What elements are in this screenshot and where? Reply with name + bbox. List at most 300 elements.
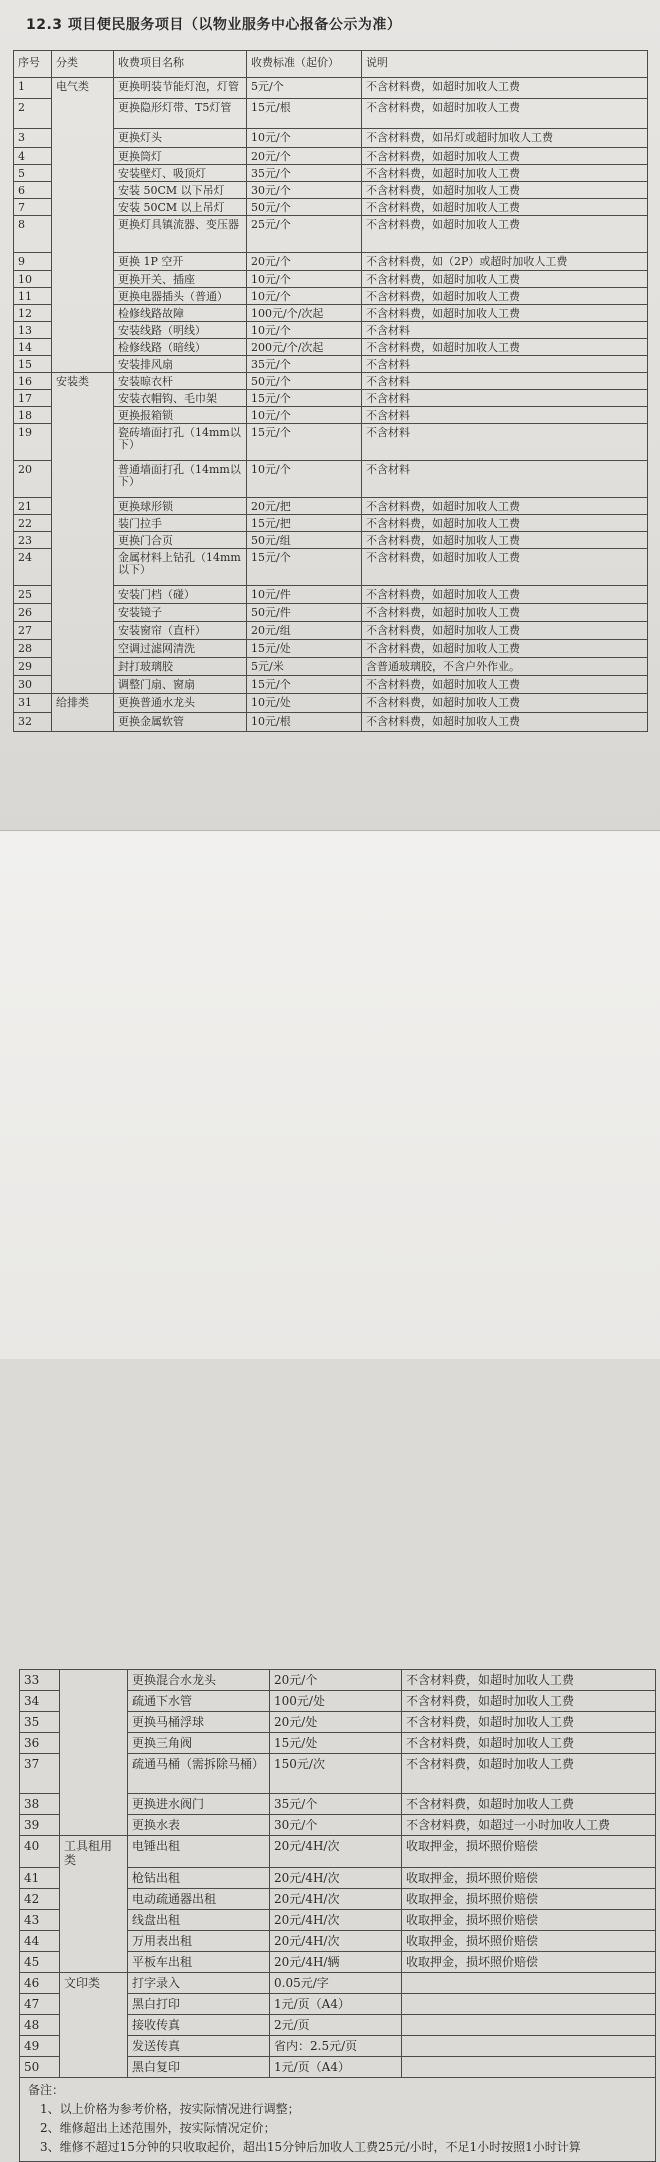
row-number: 5 <box>14 165 52 182</box>
price: 35元/个 <box>270 1794 402 1815</box>
row-number: 20 <box>14 461 52 498</box>
price: 20元/把 <box>247 498 362 515</box>
note <box>402 1972 656 1993</box>
price: 50元/组 <box>247 532 362 549</box>
row-category <box>52 461 114 498</box>
item-name: 更换电器插头（普通） <box>114 288 247 305</box>
item-name: 疏通马桶（需拆除马桶） <box>128 1754 270 1794</box>
row-category <box>60 2014 128 2035</box>
item-name: 检修线路故障 <box>114 305 247 322</box>
item-name: 安装窗帘（直杆） <box>114 622 247 640</box>
item-name: 黑白复印 <box>128 2056 270 2077</box>
row-number: 24 <box>14 549 52 586</box>
table-row <box>14 532 648 549</box>
table-row <box>14 549 648 586</box>
row-number: 25 <box>14 586 52 604</box>
item-name: 线盘出租 <box>128 1909 270 1930</box>
note: 不含材料费，如超时加收人工费 <box>402 1794 656 1815</box>
table-row <box>14 271 648 288</box>
note: 收取押金，损坏照价赔偿 <box>402 1930 656 1951</box>
row-category <box>52 515 114 532</box>
price: 150元/次 <box>270 1754 402 1794</box>
price: 1元/页（A4） <box>270 1993 402 2014</box>
item-name: 更换三角阀 <box>128 1733 270 1754</box>
table-row <box>14 78 648 99</box>
note: 不含材料费，如超时加收人工费 <box>362 676 648 694</box>
row-category <box>52 305 114 322</box>
item-name: 瓷砖墙面打孔（14mm以下） <box>114 424 247 461</box>
row-category <box>52 129 114 148</box>
table-row <box>20 1836 656 1868</box>
item-name: 更换筒灯 <box>114 148 247 165</box>
note: 不含材料费，如超时加收人工费 <box>362 586 648 604</box>
row-category <box>52 586 114 604</box>
item-name: 调整门扇、窗扇 <box>114 676 247 694</box>
item-name: 更换 1P 空开 <box>114 253 247 271</box>
note: 不含材料费，如超时加收人工费 <box>362 216 648 253</box>
row-category: 文印类 <box>60 1972 128 1993</box>
price: 15元/个 <box>247 549 362 586</box>
row-number: 45 <box>20 1951 60 1972</box>
item-name: 普通墙面打孔（14mm以下） <box>114 461 247 498</box>
price: 100元/个/次起 <box>247 305 362 322</box>
note: 不含材料费，如超时加收人工费 <box>362 148 648 165</box>
table-row <box>14 182 648 199</box>
item-name: 更换明装节能灯泡，灯管 <box>114 78 247 99</box>
row-number: 40 <box>20 1836 60 1868</box>
price: 20元/4H/次 <box>270 1867 402 1888</box>
header-item-name: 收费项目名称 <box>114 51 247 78</box>
table-row <box>20 2014 656 2035</box>
row-category <box>52 390 114 407</box>
table-row <box>14 165 648 182</box>
note-item: 1、以上价格为参考价格，按实际情况进行调整； <box>40 2101 300 2116</box>
item-name: 更换报箱锁 <box>114 407 247 424</box>
note <box>402 2035 656 2056</box>
table-row <box>20 1754 656 1794</box>
row-number: 43 <box>20 1909 60 1930</box>
table-row <box>14 713 648 732</box>
row-category <box>60 1733 128 1754</box>
price: 15元/根 <box>247 99 362 129</box>
price: 0.05元/字 <box>270 1972 402 1993</box>
row-number: 38 <box>20 1794 60 1815</box>
header-row-category: 分类 <box>52 51 114 78</box>
row-number: 13 <box>14 322 52 339</box>
row-category: 电气类 <box>52 78 114 99</box>
row-category <box>52 253 114 271</box>
table-row <box>14 407 648 424</box>
row-number: 47 <box>20 1993 60 2014</box>
row-category <box>52 99 114 129</box>
note: 不含材料费，如超时加收人工费 <box>362 515 648 532</box>
table-row <box>14 676 648 694</box>
table-row <box>14 658 648 676</box>
item-name: 疏通下水管 <box>128 1691 270 1712</box>
row-category <box>52 676 114 694</box>
table-row <box>14 148 648 165</box>
table-row <box>20 1733 656 1754</box>
price: 5元/个 <box>247 78 362 99</box>
price: 10元/处 <box>247 694 362 713</box>
table-row <box>14 640 648 658</box>
price: 50元/个 <box>247 373 362 390</box>
price: 20元/4H/次 <box>270 1930 402 1951</box>
row-number: 9 <box>14 253 52 271</box>
row-category <box>60 2035 128 2056</box>
table-row <box>14 129 648 148</box>
row-number: 37 <box>20 1754 60 1794</box>
row-category <box>52 640 114 658</box>
note: 不含材料费，如超时加收人工费 <box>362 78 648 99</box>
note: 不含材料 <box>362 322 648 339</box>
row-number: 32 <box>14 713 52 732</box>
item-name: 安装 50CM 以上吊灯 <box>114 199 247 216</box>
note-item: 3、维修不超过15分钟的只收取起价，超出15分钟后加收人工费25元/小时，不足1小时按照1小时计算 <box>40 2139 581 2154</box>
item-name: 检修线路（暗线） <box>114 339 247 356</box>
row-category <box>60 1930 128 1951</box>
price: 25元/个 <box>247 216 362 253</box>
note: 不含材料费，如超时加收人工费 <box>362 694 648 713</box>
table-row <box>14 322 648 339</box>
price: 50元/件 <box>247 604 362 622</box>
price: 20元/组 <box>247 622 362 640</box>
price: 省内：2.5元/页 <box>270 2035 402 2056</box>
row-number: 17 <box>14 390 52 407</box>
note: 不含材料费，如超时加收人工费 <box>362 532 648 549</box>
row-category <box>52 549 114 586</box>
item-name: 封打玻璃胶 <box>114 658 247 676</box>
price: 15元/把 <box>247 515 362 532</box>
price: 15元/处 <box>247 640 362 658</box>
price: 100元/处 <box>270 1691 402 1712</box>
row-number: 12 <box>14 305 52 322</box>
item-name: 安装 50CM 以下吊灯 <box>114 182 247 199</box>
row-number: 29 <box>14 658 52 676</box>
row-category <box>52 199 114 216</box>
note: 不含材料费，如超时加收人工费 <box>402 1691 656 1712</box>
item-name: 更换水表 <box>128 1815 270 1836</box>
row-category <box>60 1993 128 2014</box>
row-number: 41 <box>20 1867 60 1888</box>
item-name: 更换开关、插座 <box>114 271 247 288</box>
row-category <box>52 622 114 640</box>
row-number: 7 <box>14 199 52 216</box>
table-row <box>20 1691 656 1712</box>
item-name: 安装排风扇 <box>114 356 247 373</box>
item-name: 空调过滤网清洗 <box>114 640 247 658</box>
row-number: 8 <box>14 216 52 253</box>
table-row <box>14 694 648 713</box>
row-number: 19 <box>14 424 52 461</box>
note: 不含材料 <box>362 407 648 424</box>
note: 不含材料费，如超时加收人工费 <box>362 549 648 586</box>
table-row <box>20 1993 656 2014</box>
row-number: 39 <box>20 1815 60 1836</box>
item-name: 安装晾衣杆 <box>114 373 247 390</box>
table-row <box>20 1930 656 1951</box>
note: 不含材料 <box>362 373 648 390</box>
item-name: 平板车出租 <box>128 1951 270 1972</box>
row-number: 23 <box>14 532 52 549</box>
row-category <box>52 713 114 732</box>
note: 不含材料费，如超时加收人工费 <box>362 271 648 288</box>
item-name: 更换球形锁 <box>114 498 247 515</box>
price: 10元/个 <box>247 271 362 288</box>
row-number: 49 <box>20 2035 60 2056</box>
row-category <box>60 2056 128 2077</box>
price: 20元/处 <box>270 1712 402 1733</box>
note: 含普通玻璃胶，不含户外作业。 <box>362 658 648 676</box>
row-number: 35 <box>20 1712 60 1733</box>
row-number: 27 <box>14 622 52 640</box>
note <box>402 2014 656 2035</box>
note: 不含材料 <box>362 424 648 461</box>
header-note: 说明 <box>362 51 648 78</box>
table-row <box>20 1951 656 1972</box>
page-photo-top <box>0 0 660 830</box>
price: 10元/根 <box>247 713 362 732</box>
row-category: 给排类 <box>52 694 114 713</box>
row-category <box>52 288 114 305</box>
table-row <box>20 1909 656 1930</box>
table-row <box>20 1794 656 1815</box>
row-category <box>52 148 114 165</box>
notes-row <box>20 2077 656 2161</box>
price: 10元/个 <box>247 129 362 148</box>
table-row <box>20 1670 656 1691</box>
note: 不含材料费，如超过一小时加收人工费 <box>402 1815 656 1836</box>
row-number: 48 <box>20 2014 60 2035</box>
row-number: 46 <box>20 1972 60 1993</box>
note: 不含材料费，如超时加收人工费 <box>362 622 648 640</box>
table-row <box>14 253 648 271</box>
row-number: 42 <box>20 1888 60 1909</box>
row-number: 1 <box>14 78 52 99</box>
table-row <box>20 1888 656 1909</box>
notes-title: 备注： <box>28 2082 65 2097</box>
row-number: 4 <box>14 148 52 165</box>
price: 30元/个 <box>270 1815 402 1836</box>
row-category <box>60 1867 128 1888</box>
price: 20元/4H/次 <box>270 1888 402 1909</box>
row-number: 6 <box>14 182 52 199</box>
note: 不含材料费，如超时加收人工费 <box>362 182 648 199</box>
row-number: 3 <box>14 129 52 148</box>
table-row <box>14 288 648 305</box>
row-number: 28 <box>14 640 52 658</box>
note: 不含材料费，如超时加收人工费 <box>402 1670 656 1691</box>
note: 不含材料 <box>362 390 648 407</box>
item-name: 万用表出租 <box>128 1930 270 1951</box>
price: 10元/件 <box>247 586 362 604</box>
table-row <box>20 1972 656 1993</box>
note: 不含材料费，如超时加收人工费 <box>362 165 648 182</box>
item-name: 安装门档（碰） <box>114 586 247 604</box>
note: 不含材料费，如超时加收人工费 <box>362 498 648 515</box>
item-name: 电动疏通器出租 <box>128 1888 270 1909</box>
row-number: 15 <box>14 356 52 373</box>
price: 50元/个 <box>247 199 362 216</box>
price: 15元/个 <box>247 424 362 461</box>
header-price: 收费标准（起价） <box>247 51 362 78</box>
price: 15元/个 <box>247 676 362 694</box>
table-row <box>14 622 648 640</box>
table-row <box>14 356 648 373</box>
row-category <box>52 339 114 356</box>
note: 不含材料费，如超时加收人工费 <box>402 1754 656 1794</box>
price: 20元/4H/辆 <box>270 1951 402 1972</box>
row-number: 33 <box>20 1670 60 1691</box>
row-category <box>60 1951 128 1972</box>
table-row <box>14 99 648 129</box>
row-number: 14 <box>14 339 52 356</box>
row-category <box>60 1909 128 1930</box>
row-number: 21 <box>14 498 52 515</box>
row-number: 16 <box>14 373 52 390</box>
note <box>402 2056 656 2077</box>
row-number: 30 <box>14 676 52 694</box>
item-name: 电锤出租 <box>128 1836 270 1868</box>
row-category <box>52 532 114 549</box>
table-row <box>20 1815 656 1836</box>
item-name: 安装壁灯、吸顶灯 <box>114 165 247 182</box>
table-row <box>14 424 648 461</box>
note: 不含材料费，如吊灯或超时加收人工费 <box>362 129 648 148</box>
item-name: 安装镜子 <box>114 604 247 622</box>
item-name: 枪钻出租 <box>128 1867 270 1888</box>
note: 不含材料 <box>362 356 648 373</box>
page-photo-bottom <box>0 830 660 2154</box>
price: 10元/个 <box>247 322 362 339</box>
section-heading: 12.3 项目便民服务项目（以物业服务中心报备公示为准） <box>26 17 402 33</box>
note-item: 2、维修超出上述范围外，按实际情况定价； <box>40 2120 276 2135</box>
note: 不含材料费，如超时加收人工费 <box>362 640 648 658</box>
note: 不含材料 <box>362 461 648 498</box>
price: 30元/个 <box>247 182 362 199</box>
price: 5元/米 <box>247 658 362 676</box>
note: 收取押金，损坏照价赔偿 <box>402 1909 656 1930</box>
table-row <box>14 515 648 532</box>
row-category <box>52 165 114 182</box>
row-category <box>52 604 114 622</box>
row-number: 36 <box>20 1733 60 1754</box>
item-name: 更换马桶浮球 <box>128 1712 270 1733</box>
price: 1元/页（A4） <box>270 2056 402 2077</box>
service-fee-table-part2 <box>19 1669 656 2162</box>
note: 不含材料费，如超时加收人工费 <box>362 305 648 322</box>
row-number: 10 <box>14 271 52 288</box>
table-row <box>14 305 648 322</box>
item-name: 黑白打印 <box>128 1993 270 2014</box>
item-name: 接收传真 <box>128 2014 270 2035</box>
item-name: 安装线路（明线） <box>114 322 247 339</box>
row-category <box>60 1888 128 1909</box>
row-number: 18 <box>14 407 52 424</box>
item-name: 更换进水阀门 <box>128 1794 270 1815</box>
table-row <box>14 199 648 216</box>
note: 不含材料费，如超时加收人工费 <box>362 99 648 129</box>
row-category <box>52 182 114 199</box>
note: 收取押金，损坏照价赔偿 <box>402 1867 656 1888</box>
item-name: 金属材料上钻孔（14mm以下） <box>114 549 247 586</box>
price: 15元/个 <box>247 390 362 407</box>
note: 不含材料费，如超时加收人工费 <box>402 1712 656 1733</box>
row-number: 44 <box>20 1930 60 1951</box>
item-name: 更换隐形灯带、T5灯管 <box>114 99 247 129</box>
price: 2元/页 <box>270 2014 402 2035</box>
row-category <box>60 1691 128 1712</box>
table-row <box>14 390 648 407</box>
table-row <box>14 604 648 622</box>
price: 10元/个 <box>247 461 362 498</box>
service-fee-table-part1 <box>13 50 648 732</box>
note: 不含材料费，如超时加收人工费 <box>362 199 648 216</box>
table-row <box>20 2056 656 2077</box>
price: 15元/处 <box>270 1733 402 1754</box>
price: 20元/个 <box>247 148 362 165</box>
price: 20元/个 <box>247 253 362 271</box>
note: 不含材料费，如超时加收人工费 <box>362 339 648 356</box>
item-name: 更换灯具镇流器、变压器 <box>114 216 247 253</box>
item-name: 更换灯头 <box>114 129 247 148</box>
table-row <box>14 339 648 356</box>
table-row <box>14 216 648 253</box>
row-category <box>52 498 114 515</box>
table-row <box>14 586 648 604</box>
note: 不含材料费，如超时加收人工费 <box>362 604 648 622</box>
row-category <box>52 216 114 253</box>
row-number: 34 <box>20 1691 60 1712</box>
table-row <box>20 2035 656 2056</box>
price: 35元/个 <box>247 356 362 373</box>
note: 不含材料费，如超时加收人工费 <box>362 288 648 305</box>
note: 不含材料费，如超时加收人工费 <box>402 1733 656 1754</box>
row-number: 50 <box>20 2056 60 2077</box>
item-name: 安装衣帽钩、毛巾架 <box>114 390 247 407</box>
row-category <box>60 1815 128 1836</box>
price: 200元/个/次起 <box>247 339 362 356</box>
row-category <box>52 658 114 676</box>
row-number: 31 <box>14 694 52 713</box>
price: 10元/个 <box>247 288 362 305</box>
item-name: 打字录入 <box>128 1972 270 1993</box>
row-category <box>60 1794 128 1815</box>
row-category: 安装类 <box>52 373 114 390</box>
item-name: 更换金属软管 <box>114 713 247 732</box>
row-number: 22 <box>14 515 52 532</box>
item-name: 更换混合水龙头 <box>128 1670 270 1691</box>
row-category <box>52 407 114 424</box>
item-name: 更换门合页 <box>114 532 247 549</box>
price: 20元/4H/次 <box>270 1836 402 1868</box>
row-number: 2 <box>14 99 52 129</box>
table-row <box>20 1712 656 1733</box>
row-category <box>60 1670 128 1691</box>
item-name: 发送传真 <box>128 2035 270 2056</box>
item-name: 装门拉手 <box>114 515 247 532</box>
price: 20元/4H/次 <box>270 1909 402 1930</box>
note: 不含材料费，如（2P）或超时加收人工费 <box>362 253 648 271</box>
header-row-number: 序号 <box>14 51 52 78</box>
note: 不含材料费，如超时加收人工费 <box>362 713 648 732</box>
notes-block <box>20 2077 656 2161</box>
note: 收取押金，损坏照价赔偿 <box>402 1951 656 1972</box>
table-row <box>14 373 648 390</box>
price: 35元/个 <box>247 165 362 182</box>
row-category <box>52 424 114 461</box>
note: 收取押金，损坏照价赔偿 <box>402 1836 656 1868</box>
